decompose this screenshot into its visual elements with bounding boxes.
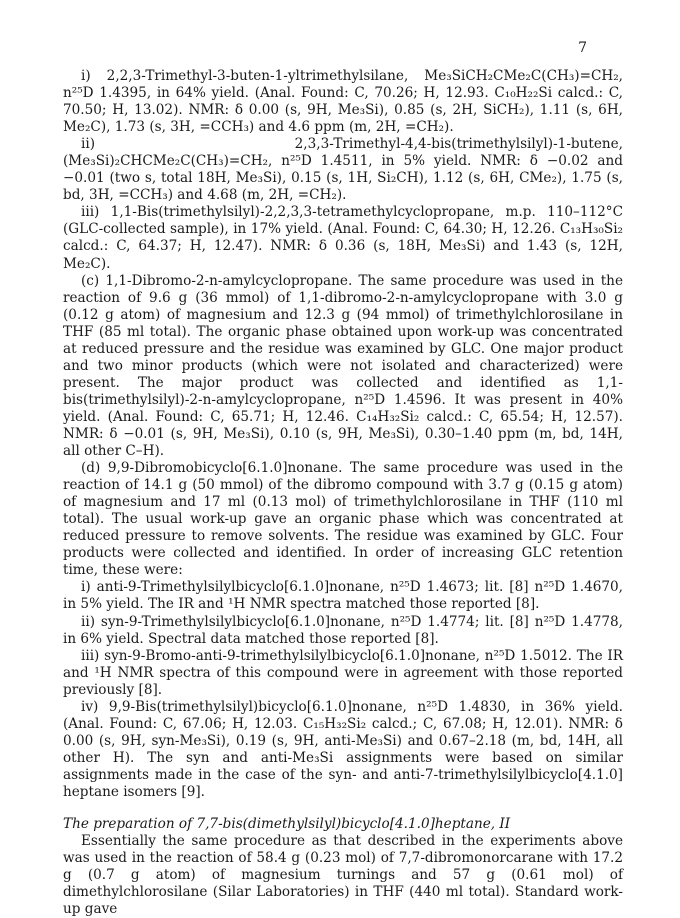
paragraph-nonane-iii: iii) syn-9-Bromo-anti-9-trimethylsilylbicyclo[6.1.0]nonane, n²⁵D 1.5012. The IR and ¹H NMR spectra of this compound were in agreement with those reported previously [8]. [63,647,623,698]
section-heading: The preparation of 7,7-bis(dimethylsilyl)bicyclo[4.1.0]heptane, II [63,816,511,833]
paragraph-preparation: Essentially the same procedure as that described in the experiments above was used in the reaction of 58.4 g (0.23 mol) of 7,7-dibromonorcarane with 17.2 g (0.7 g atom) of magnesium turnings and 57 g (0.61 mol) of dimethylchlorosilane (Silar Laboratories) in THF (440 ml total). Standard work-up gave [63,833,623,918]
paragraph-section-d: (d) 9,9-Dibromobicyclo[6.1.0]nonane. The same procedure was used in the reaction of 14.1 g (50 mmol) of the dibromo compound with 3.7 g (0.15 g atom) of magnesium and 17 ml (0.13 mol) of trimethylchlorosilane in THF (110 ml total). The usual work-up gave an organic phase which was concentrated at reduced pressure to remove solvents. The residue was examined by GLC. Four products were collected and identified. In order of increasing GLC retention time, these were: [63,460,623,579]
paragraph-nonane-iv: iv) 9,9-Bis(trimethylsilyl)bicyclo[6.1.0]nonane, n²⁵D 1.4830, in 36% yield. (Anal. Found: C, 67.06; H, 12.03. C₁₅H₃₂Si₂ calcd.; C, 67.08; H, 12.01). NMR: δ 0.00 (s, 9H, syn-Me₃Si), 0.19 (s, 9H, anti-Me₃Si) and 0.67–2.18 (m, bd, 14H, all other H). The syn and anti-Me₃Si assignments were based on similar assignments made in the case of the syn- and anti-7-trimethylsilylbicyclo[4.1.0] heptane isomers [9]. [63,698,623,800]
paragraph-compound-i: i) 2,2,3-Trimethyl-3-buten-1-yltrimethylsilane, Me₃SiCH₂CMe₂C(CH₃)=CH₂, n²⁵D 1.4395, in 64% yield. (Anal. Found: C, 70.26; H, 12.93. C₁₀H₂₂Si calcd.: C, 70.50; H, 13.02). NMR: δ 0.00 (s, 9H, Me₃Si), 0.85 (s, 2H, SiCH₂), 1.11 (s, 6H, Me₂C), 1.73 (s, 3H, =CCH₃) and 4.6 ppm (m, 2H, =CH₂). [63,68,623,136]
paragraph-nonane-ii: ii) syn-9-Trimethylsilylbicyclo[6.1.0]nonane, n²⁵D 1.4774; lit. [8] n²⁵D 1.4778, in 6% yield. Spectral data matched those reported [8]. [63,613,623,647]
paragraph-compound-ii: ii) 2,3,3-Trimethyl-4,4-bis(trimethylsilyl)-1-butene, (Me₃Si)₂CHCMe₂C(CH₃)=CH₂, n²⁵D 1.4511, in 5% yield. NMR: δ −0.02 and −0.01 (two s, total 18H, Me₃Si), 0.15 (s, 1H, Si₂CH), 1.12 (s, 6H, CMe₂), 1.75 (s, bd, 3H, =CCH₃) and 4.68 (m, 2H, =CH₂). [63,136,623,204]
page-number: 7 [578,40,587,56]
paragraph-compound-iii: iii) 1,1-Bis(trimethylsilyl)-2,2,3,3-tetramethylcyclopropane, m.p. 110–112°C (GLC-collected sample), in 17% yield. (Anal. Found: C, 64.30; H, 12.26. C₁₃H₃₀Si₂ calcd.: C, 64.37; H, 12.47). NMR: δ 0.36 (s, 18H, Me₃Si) and 1.43 (s, 12H, Me₂C). [63,204,623,272]
paragraph-section-c: (c) 1,1-Dibromo-2-n-amylcyclopropane. The same procedure was used in the reaction of 9.6 g (36 mmol) of 1,1-dibromo-2-n-amylcyclopropane with 3.0 g (0.12 g atom) of magnesium and 12.3 g (94 mmol) of trimethylchlorosilane in THF (85 ml total). The organic phase obtained upon work-up was concentrated at reduced pressure and the residue was examined by GLC. One major product and two minor products (which were not isolated and characterized) were present. The major product was collected and identified as 1,1-bis(trimethylsilyl)-2-n-amylcyclopropane, n²⁵D 1.4596. It was present in 40% yield. (Anal. Found: C, 65.71; H, 12.46. C₁₄H₃₂Si₂ calcd.: C, 65.54; H, 12.57). NMR: δ −0.01 (s, 9H, Me₃Si), 0.10 (s, 9H, Me₃Si), 0.30–1.40 ppm (m, bd, 14H, all other C–H). [63,272,623,460]
paragraph-nonane-i: i) anti-9-Trimethylsilylbicyclo[6.1.0]nonane, n²⁵D 1.4673; lit. [8] n²⁵D 1.4670, in 5% yield. The IR and ¹H NMR spectra matched those reported [8]. [63,579,623,613]
body-text [63,68,623,918]
